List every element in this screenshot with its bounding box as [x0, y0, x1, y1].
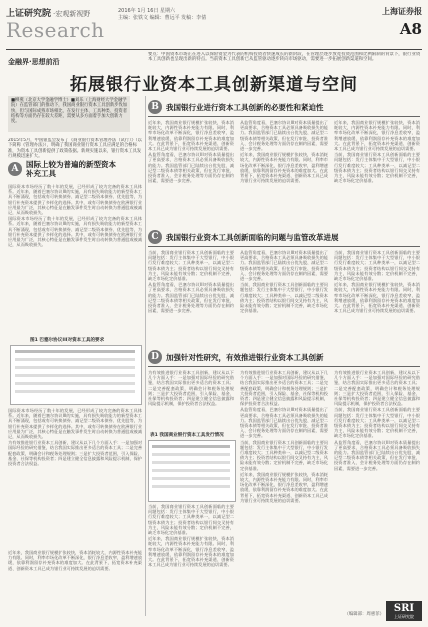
section-b-paragraph: 近年来，我国商业银行规模扩张较快，资本消耗较大，内源性资本补充能力有限。同时，利率市场化改革不断深化，银行净息差收窄，盈利增速放缓，依靠利润留存补充资本的难度加大。在此背景下，拓宽资本补充渠道、创新资本工具已成为银行业可持续发展的迫切需要。	[148, 120, 234, 152]
section-b-paragraph-5: 近年来，我国商业银行规模扩张较快，资本消耗较大，内源性资本补充能力有限。同时，利率市场化改革不断深化，银行净息差收窄，盈利增速放缓，依靠利润留存补充资本的难度加大。在此背景下，拓宽资本补充渠道、创新资本工具已成为银行业可持续发展的迫切需要。	[334, 120, 420, 152]
section-b-header	[148, 100, 324, 114]
table-row	[152, 469, 230, 472]
section-a-paragraph-4: 为有效推进银行业资本工具创新，建议从以下几个方面入手：一是加强对国际经验的研究借鉴，结合我国实际推出更多适合的资本工具；二是完善配套政策，明确会计和税务处理规则；三是扩大投资者范围，引入保险、基金、社保等机构投资者；四是建立健全信息披露和风险提示机制，保护投资者合法权益。	[8, 440, 142, 467]
section-d-paragraph-7: 近年来，我国商业银行规模扩张较快，资本消耗较大，内源性资本补充能力有限。同时，利率市场化改革不断深化，银行净息差收窄，盈利增速放缓，依靠利润留存补充资本的难度加大。在此背景下，拓宽资本补充渠道、创新资本工具已成为银行业可持续发展的迫切需要。	[240, 471, 328, 503]
section-a-header	[8, 160, 116, 178]
section-d-paragraph-6: 当前，我国商业银行资本工具创新面临的主要问题包括：发行主体集中于大型银行，中小银行发行难度较大；工具种类单一，以减记型二级资本债为主；投资者结构以银行间交叉持有为主，风险未能有效分散；定价机制不完善，缺乏市场化定价基准。	[240, 439, 328, 471]
section-c-letter: C	[148, 230, 162, 244]
brand-label: 上证研究院	[6, 9, 52, 19]
brand-tag: ·宏观新视野	[53, 10, 91, 18]
author-box: ■柳燕（北京大学金融学博士）■刘乐（上海财经大学金融学院）在监管部门的推动下，我国商业银行资本工具创新步伐加快，但与国际成熟市场相比，在发行主体、工具种类、投资者结构等方面仍存在较大差距，需要从多方面着手加大创新力度。	[8, 96, 130, 132]
section-a-paragraph: 国际资本市场经历了数十年的发展，已经形成了较为完备的资本工具体系。近年来，随着巴塞尔协议III的实施，具有损失吸收能力的新型资本工具不断涌现，包括或有可转换债券、减记型二级资本债券、优先股等，为银行补充资本提供了多样化的选择。其中，或有可转换债券在欧洲银行业应用最为广泛，其核心特征是在触发事件发生时自动转换为普通股或被减记，从而吸收损失。	[8, 184, 142, 216]
table-row	[152, 453, 230, 456]
section-a-body	[8, 184, 142, 334]
section-b-paragraph-2: 从监管角度看，巴塞尔协议III对资本质量提出了更高要求，合格资本工具必须具备吸收损失的能力。我国监管部门已陆续出台优先股、减记型二级资本债等相关政策，但在发行审批、投资者准入、会计税务处理等方面仍存在制约因素，需要进一步完善。	[148, 152, 234, 184]
section-b-letter: B	[148, 100, 162, 114]
intro-paragraph: 2015年5月，中国银监会发布了《商业银行资本管理办法（试行）》（以下简称《管理办法》），明确了我国商业银行资本工具应满足的合格标准，为资本工具创新提供了政策依据。新规实施以来，银行资本工具发行规模迅速扩大。	[8, 138, 142, 158]
section-b-rule	[148, 116, 420, 117]
section-d-letter: D	[148, 350, 162, 364]
column-divider	[145, 96, 146, 616]
footer-logo	[386, 601, 422, 621]
section-c-paragraph-2: 从监管角度看，巴塞尔协议III对资本质量提出了更高要求，合格资本工具必须具备吸收损失的能力。我国监管部门已陆续出台优先股、减记型二级资本债等相关政策，但在发行审批、投资者准入、会计税务处理等方面仍存在制约因素，需要进一步完善。	[148, 282, 234, 314]
section-b-body-col3	[334, 120, 420, 228]
section-b-paragraph-4: 近年来，我国商业银行规模扩张较快，资本消耗较大，内源性资本补充能力有限。同时，利率市场化改革不断深化，银行净息差收窄，盈利增速放缓，依靠利润留存补充资本的难度加大。在此背景下，拓宽资本补充渠道、创新资本工具已成为银行业可持续发展的迫切需要。	[240, 152, 328, 184]
footer-logo-name: 上证研究院	[394, 613, 414, 619]
figure-1-caption: 图1 巴塞尔协议III对资本工具的要求	[30, 338, 105, 343]
section-d-paragraph-10: 从监管角度看，巴塞尔协议III对资本质量提出了更高要求，合格资本工具必须具备吸收损失的能力。我国监管部门已陆续出台优先股、减记型二级资本债等相关政策，但在发行审批、投资者准入、会计税务处理等方面仍存在制约因素，需要进一步完善。	[334, 439, 420, 471]
header-rule	[6, 49, 422, 50]
footer-logo-letters: SRI	[393, 602, 415, 614]
section-a-body-bottom	[8, 550, 142, 616]
section-d-paragraph-5: 从监管角度看，巴塞尔协议III对资本质量提出了更高要求，合格资本工具必须具备吸收损失的能力。我国监管部门已陆续出台优先股、减记型二级资本债等相关政策，但在发行审批、投资者准入、会计税务处理等方面仍存在制约因素，需要进一步完善。	[240, 407, 328, 439]
table-row	[15, 382, 135, 385]
section-c-title: 我国银行业资本工具创新面临的问题与监管改革进展	[166, 232, 339, 242]
section-c-body-col2	[240, 250, 328, 350]
section-a-title: 国际上较为普遍的新型资本补充工具	[26, 160, 116, 178]
section-a-paragraph-5: 近年来，我国商业银行规模扩张较快，资本消耗较大，内源性资本补充能力有限。同时，利率市场化改革不断深化，银行净息差收窄，盈利增速放缓，依靠利润留存补充资本的难度加大。在此背景下，拓宽资本补充渠道、创新资本工具已成为银行业可持续发展的迫切需要。	[8, 550, 142, 571]
research-wordmark: Research	[6, 18, 105, 42]
section-a-body-lower	[8, 408, 142, 546]
section-c-body-col3	[334, 250, 420, 350]
table-row	[152, 477, 230, 480]
section-d-paragraph-4: 为有效推进银行业资本工具创新，建议从以下几个方面入手：一是加强对国际经验的研究借鉴，结合我国实际推出更多适合的资本工具；二是完善配套政策，明确会计和税务处理规则；三是扩大投资者范围，引入保险、基金、社保等机构投资者；四是建立健全信息披露和风险提示机制，保护投资者合法权益。	[240, 370, 328, 407]
section-a-letter: A	[8, 162, 22, 176]
section-d-paragraph-2: 当前，我国商业银行资本工具创新面临的主要问题包括：发行主体集中于大型银行，中小银行发行难度较大；工具种类单一，以减记型二级资本债为主；投资者结构以银行间交叉持有为主，风险未能有效分散；定价机制不完善，缺乏市场化定价基准。	[148, 504, 234, 536]
editor-credits: 主编：张铁文 编辑：曹远平 发稿：李倩	[118, 15, 207, 21]
table-row	[15, 366, 135, 369]
section-d-rule	[148, 366, 420, 367]
section-d-paragraph-9: 当前，我国商业银行资本工具创新面临的主要问题包括：发行主体集中于大型银行，中小银行发行难度较大；工具种类单一，以减记型二级资本债为主；投资者结构以银行间交叉持有为主，风险未能有效分散；定价机制不完善，缺乏市场化定价基准。	[334, 407, 420, 439]
section-d-paragraph: 为有效推进银行业资本工具创新，建议从以下几个方面入手：一是加强对国际经验的研究借鉴，结合我国实际推出更多适合的资本工具；二是完善配套政策，明确会计和税务处理规则；三是扩大投资者范围，引入保险、基金、社保等机构投资者；四是建立健全信息披露和风险提示机制，保护投资者合法权益。	[148, 370, 234, 407]
section-d-title: 加强针对性研究，有效推进银行业资本工具创新	[166, 352, 324, 362]
section-a-paragraph-3: 国际资本市场经历了数十年的发展，已经形成了较为完备的资本工具体系。近年来，随着巴塞尔协议III的实施，具有损失吸收能力的新型资本工具不断涌现，包括或有可转换债券、减记型二级资本债券、优先股等，为银行补充资本提供了多样化的选择。其中，或有可转换债券在欧洲银行业应用最为广泛，其核心特征是在触发事件发生时自动转换为普通股或被减记，从而吸收损失。	[8, 408, 142, 440]
issue-date: 2016年 1月 16日 星期六	[118, 8, 176, 14]
section-b-title: 我国银行业进行资本工具创新的必要性和紧迫性	[166, 102, 324, 112]
table-row	[152, 485, 230, 488]
section-c-paragraph: 当前，我国商业银行资本工具创新面临的主要问题包括：发行主体集中于大型银行，中小银行发行难度较大；工具种类单一，以减记型二级资本债为主；投资者结构以银行间交叉持有为主，风险未能有效分散；定价机制不完善，缺乏市场化定价基准。	[148, 250, 234, 282]
table-row	[15, 358, 135, 361]
section-b-paragraph-6: 当前，我国商业银行资本工具创新面临的主要问题包括：发行主体集中于大型银行，中小银行发行难度较大；工具种类单一，以减记型二级资本债为主；投资者结构以银行间交叉持有为主，风险未能有效分散；定价机制不完善，缺乏市场化定价基准。	[334, 152, 420, 184]
lead-summary: 要点：中国资本市场正在进入以保险资金为代表的机构投资者快速成长的新阶段，在管理层逐步放宽投资范围和比例限制的背景下，银行业资本工具创新也呈现出新的特点。当前资本工具创新已从监管驱动逐步转向市场驱动，需要进一步拓展创新渠道和空间。	[148, 52, 421, 63]
section-a-paragraph-2: 国际资本市场经历了数十年的发展，已经形成了较为完备的资本工具体系。近年来，随着巴塞尔协议III的实施，具有损失吸收能力的新型资本工具不断涌现，包括或有可转换债券、减记型二级资本债券、优先股等，为银行补充资本提供了多样化的选择。其中，或有可转换债券在欧洲银行业应用最为广泛，其核心特征是在触发事件发生时自动转换为普通股或被减记，从而吸收损失。	[8, 216, 142, 248]
section-d-body-col2	[240, 370, 328, 614]
section-c-rule	[148, 246, 420, 247]
section-c-paragraph-4: 当前，我国商业银行资本工具创新面临的主要问题包括：发行主体集中于大型银行，中小银行发行难度较大；工具种类单一，以减记型二级资本债为主；投资者结构以银行间交叉持有为主，风险未能有效分散；定价机制不完善，缺乏市场化定价基准。	[240, 282, 328, 314]
table-row	[15, 374, 135, 377]
section-b-body-col2	[240, 120, 328, 228]
section-b-body-col1	[148, 120, 234, 228]
section-d-header	[148, 350, 324, 364]
table-row	[15, 390, 135, 393]
figure-2-table	[148, 440, 236, 502]
section-d-body-col3	[334, 370, 420, 580]
table-header-row	[152, 445, 230, 448]
section-d-body-col1	[148, 370, 234, 430]
figure-2-caption: 表1 我国商业银行资本工具发行情况	[150, 433, 224, 438]
figure-1-table	[10, 345, 142, 405]
section-label: 金融界·思想前沿	[8, 58, 60, 66]
section-d-paragraph-8: 为有效推进银行业资本工具创新，建议从以下几个方面入手：一是加强对国际经验的研究借鉴，结合我国实际推出更多适合的资本工具；二是完善配套政策，明确会计和税务处理规则；三是扩大投资者范围，引入保险、基金、社保等机构投资者；四是建立健全信息披露和风险提示机制，保护投资者合法权益。	[334, 370, 420, 407]
issue-meta	[118, 8, 238, 22]
section-d-paragraph-3: 近年来，我国商业银行规模扩张较快，资本消耗较大，内源性资本补充能力有限。同时，利率市场化改革不断深化，银行净息差收窄，盈利增速放缓，依靠利润留存补充资本的难度加大。在此背景下，拓宽资本补充渠道、创新资本工具已成为银行业可持续发展的迫切需要。	[148, 536, 234, 568]
section-c-header	[148, 230, 339, 244]
page-code: A8	[399, 20, 422, 38]
section-c-paragraph-6: 近年来，我国商业银行规模扩张较快，资本消耗较大，内源性资本补充能力有限。同时，利率市场化改革不断深化，银行净息差收窄，盈利增速放缓，依靠利润留存补充资本的难度加大。在此背景下，拓宽资本补充渠道、创新资本工具已成为银行业可持续发展的迫切需要。	[334, 282, 420, 314]
table-header-row	[15, 350, 135, 353]
page-header	[6, 6, 422, 48]
section-b-paragraph-3: 从监管角度看，巴塞尔协议III对资本质量提出了更高要求，合格资本工具必须具备吸收损失的能力。我国监管部门已陆续出台优先股、减记型二级资本债等相关政策，但在发行审批、投资者准入、会计税务处理等方面仍存在制约因素，需要进一步完善。	[240, 120, 328, 152]
table-row	[152, 461, 230, 464]
newspaper-logo: 上海证券报	[382, 6, 422, 16]
section-c-body-col1	[148, 250, 234, 350]
article-headline: 拓展银行业资本工具创新渠道与空间	[70, 75, 358, 95]
section-c-paragraph-3: 从监管角度看，巴塞尔协议III对资本质量提出了更高要求，合格资本工具必须具备吸收损失的能力。我国监管部门已陆续出台优先股、减记型二级资本债等相关政策，但在发行审批、投资者准入、会计税务处理等方面仍存在制约因素，需要进一步完善。	[240, 250, 328, 282]
section-d-body-col1-lower	[148, 504, 234, 614]
section-c-paragraph-5: 当前，我国商业银行资本工具创新面临的主要问题包括：发行主体集中于大型银行，中小银行发行难度较大；工具种类单一，以减记型二级资本债为主；投资者结构以银行间交叉持有为主，风险未能有效分散；定价机制不完善，缺乏市场化定价基准。	[334, 250, 420, 282]
editor-note: （编辑部：周惠菲）	[344, 612, 384, 617]
